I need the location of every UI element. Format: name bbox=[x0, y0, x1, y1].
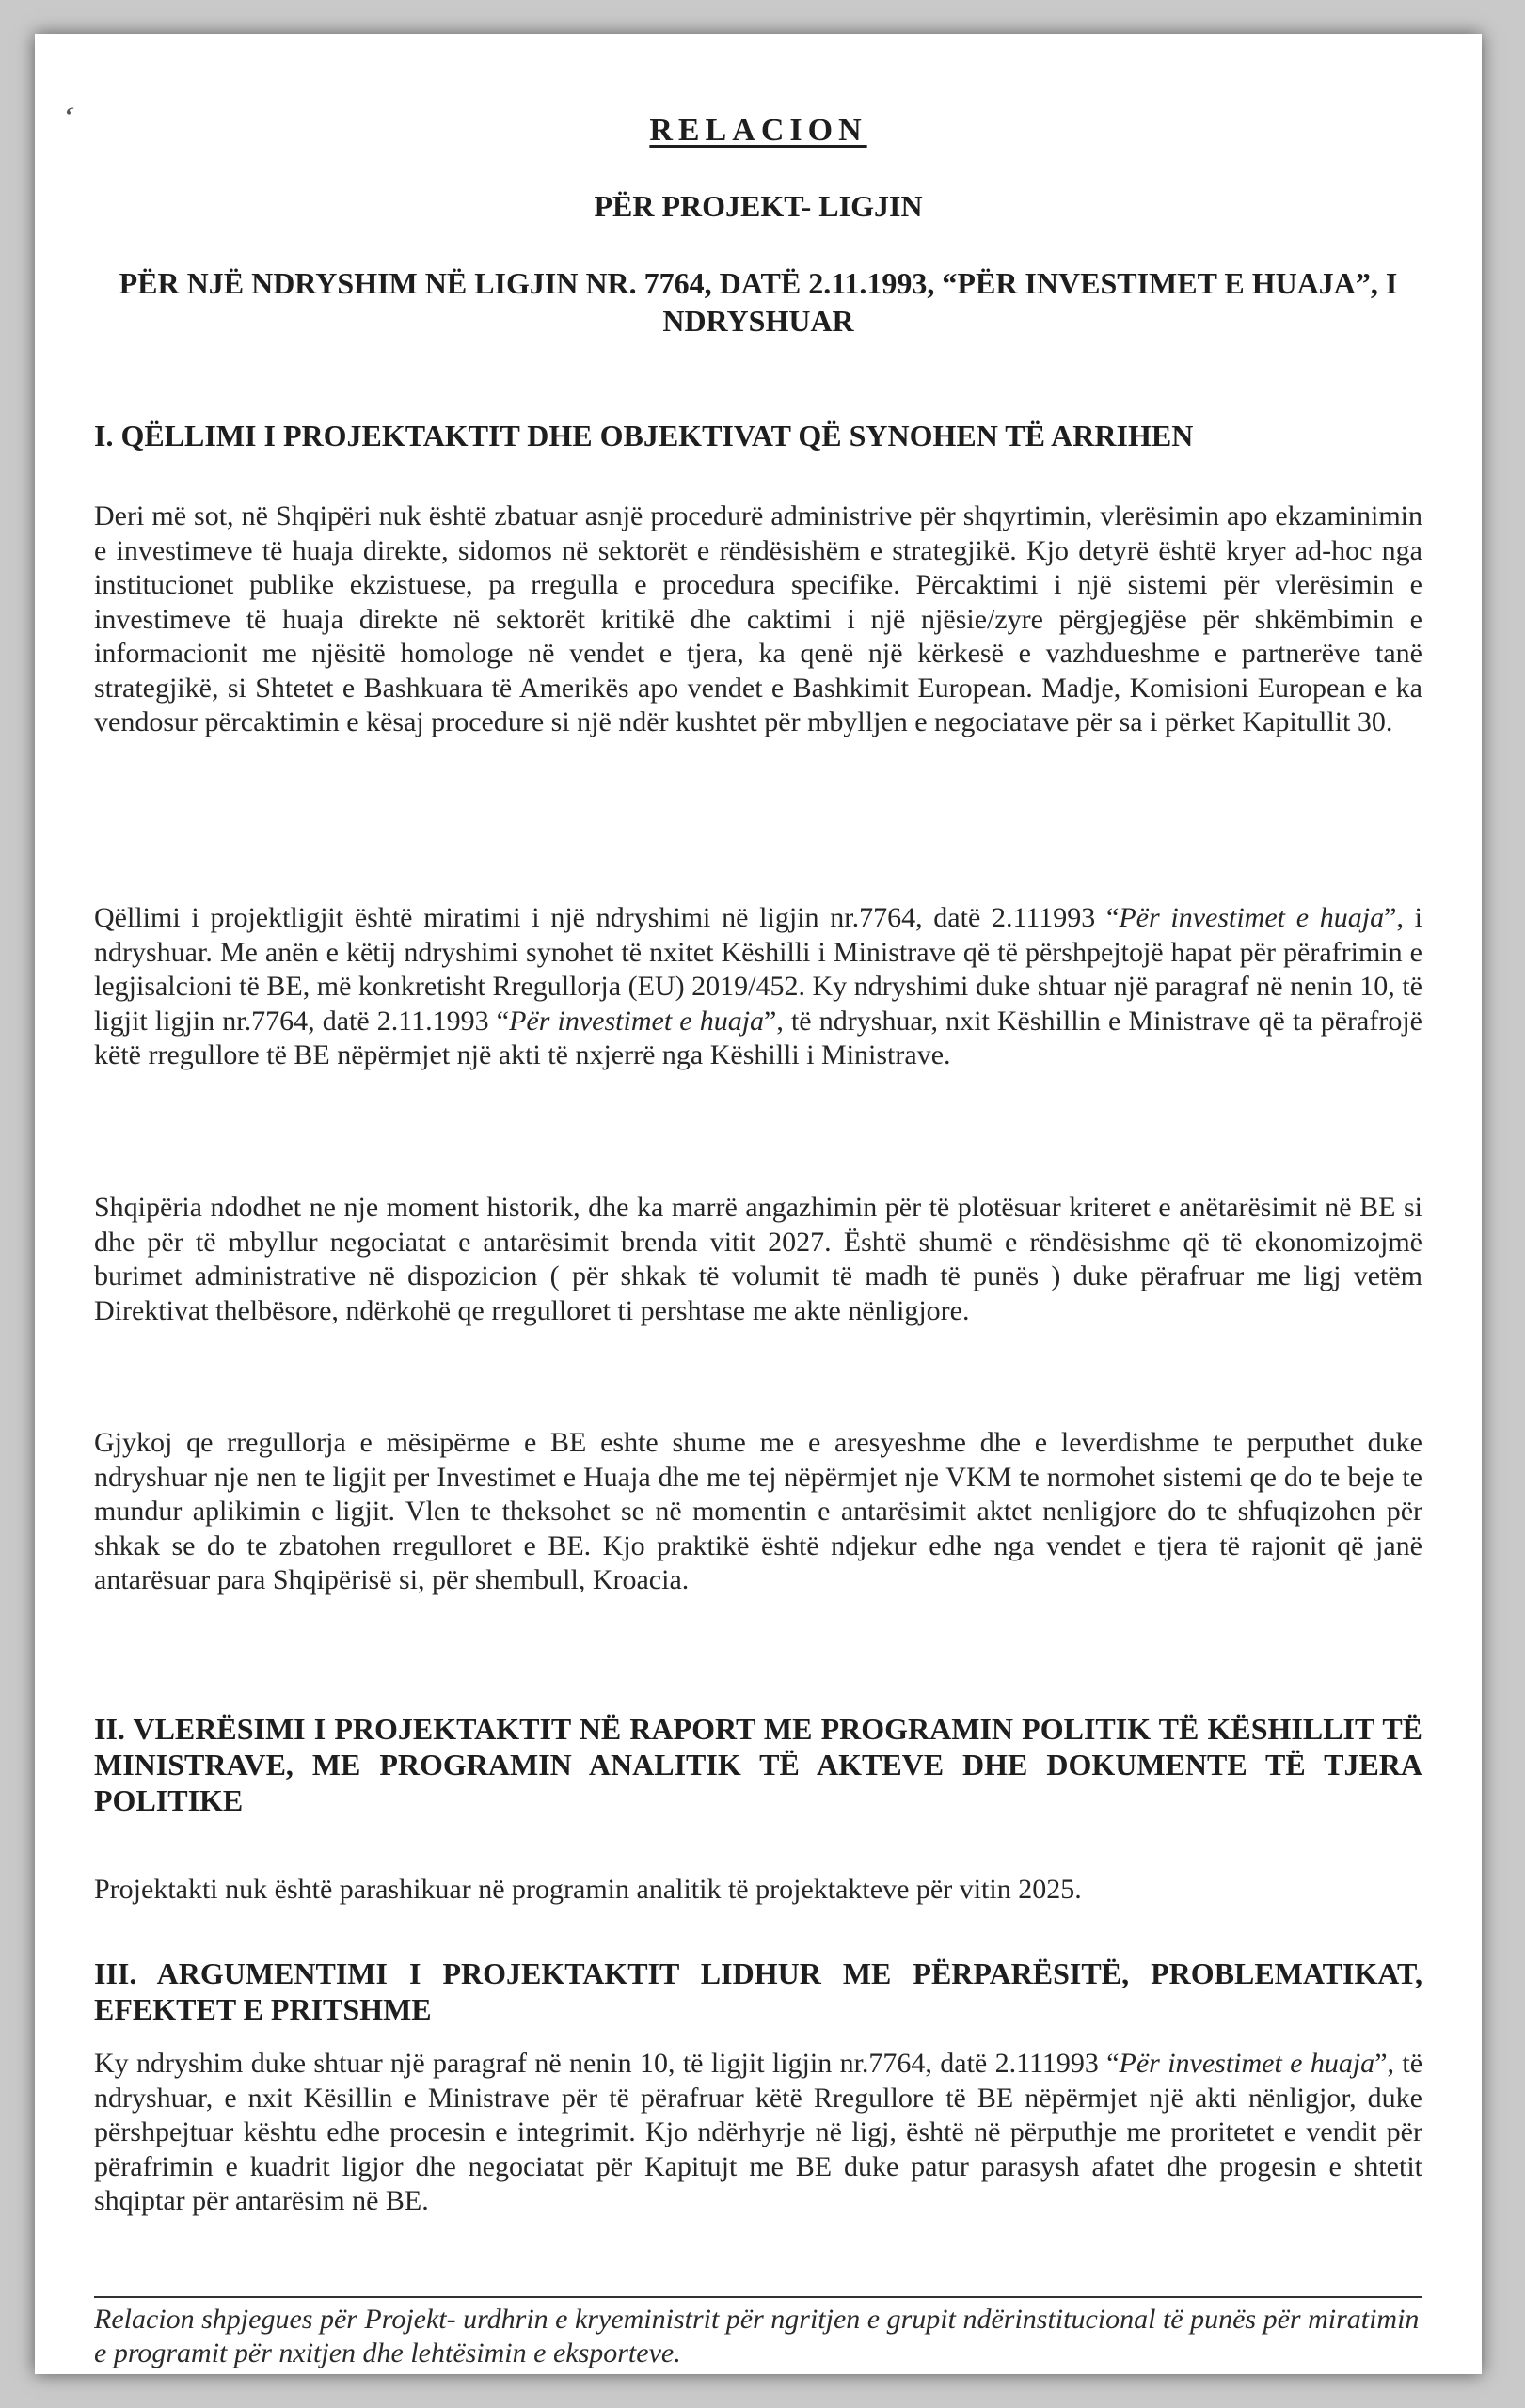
scan-mark-icon: ‘ bbox=[54, 99, 79, 135]
document-title: RELACION bbox=[649, 113, 867, 148]
text-run: Ky ndryshim duke shtuar një paragraf në nenin 10, të ligjit ligjin nr.7764, datë 2.111993 “ bbox=[94, 2048, 1120, 2079]
document-subtitle: PËR PROJEKT- LIGJIN bbox=[594, 189, 923, 223]
section-1-paragraph-4: Gjykoj qe rregullorja e mësipërme e BE eshte shume me e aresyeshme dhe e leverdishme te perputhet duke ndryshuar nje nen te ligjit per Investimet e Huaja dhe me tej nëpërmjet nje VKM te normohet sistemi qe do te beje te mundur aplikimin e ligjit. Vlen te theksohet se në momentin e antarësimit aktet nenligjore do te shfuqizohen për shkak se do te zbatohen rregulloret e BE. Kjo praktikë është ndjekur edhe nga vendet e tjera të rajonit që janë antarësuar para Shqipërisë si, për shembull, Kroacia. bbox=[94, 1427, 1422, 1595]
text-run: Qëllimi i projektligjit është miratimi i një ndryshimi në ligjin nr.7764, datë 2.111993 “ bbox=[94, 902, 1120, 933]
document-page bbox=[35, 34, 1482, 2374]
section-3-heading: III. ARGUMENTIMI I PROJEKTAKTIT LIDHUR ME PËRPARËSITË, PROBLEMATIKAT, EFEKTET E PRITSHME bbox=[94, 1956, 1422, 2026]
section-1-paragraph-3: Shqipëria ndodhet ne nje moment historik, dhe ka marrë angazhimin për të plotësuar kriteret e anëtarësimit në BE si dhe për të mbyllur negociatat e antarësimit brenda vitit 2027. Është shumë e rëndësishme që të ekonomizojmë burimet administrative në dispozicion ( për shkak të volumit të madh të punës ) duke përafruar me ligj vetëm Direktivat thelbësore, ndërkohë qe rregulloret ti pershtase me akte nënligjore. bbox=[94, 1192, 1422, 1326]
italic-law-name: Për investimet e huaja bbox=[1119, 902, 1385, 933]
section-2-heading: II. VLERËSIMI I PROJEKTAKTIT NË RAPORT ME PROGRAMIN POLITIK TË KËSHILLIT TË MINISTRAVE, ME PROGRAMIN ANALITIK TË AKTEVE DHE DOKUMENTE TË TJERA POLITIKE bbox=[94, 1712, 1422, 1817]
text-run: ”, të ndryshuar, nxit Këshillin e Ministrave që ta përafrojë këtë rregullore të BE nëpërmjet një akti të nxjerrë nga Këshilli i Ministrave. bbox=[94, 1005, 1422, 1070]
text-run: ”, të ndryshuar, e nxit Kësillin e Ministrave për të përafruar këtë Rregullore të BE nëpërmjet një akti nënligjor, duke përshpejtuar kështu edhe procesin e integrimit. Kjo ndërhyrje në ligj, është në përputhje me proritetet e vendit për përafrimin e kuadrit ligjor dhe negociatat për Kapitujt me BE duke patur parasysh afatet dhe progesin e shtetit shqiptar për antarësim në BE. bbox=[94, 2048, 1423, 2216]
law-title: PËR NJË NDRYSHIM NË LIGJIN NR. 7764, DATË 2.11.1993, “PËR INVESTIMET E HUAJA”, I NDRYSHUAR bbox=[119, 266, 1398, 338]
text-run: ”, i ndryshuar. Me anën e këtij ndryshimi synohet të nxitet Këshilli i Ministrave që të përshpejtojë hapat për përafrimin e legjisalcioni të BE, më konkretisht Rregullorja (EU) 2019/452. Ky ndryshimi duke shtuar një paragraf në nenin 10, të ligjit ligjin nr.7764, datë 2.11.1993 “ bbox=[94, 902, 1423, 1037]
section-2-paragraph-1: Projektakti nuk është parashikuar në programin analitik të projektakteve për vitin 2025. bbox=[94, 1874, 1082, 1905]
section-3-paragraph-1 bbox=[94, 2047, 1422, 2219]
footer-note: Relacion shpjegues për Projekt- urdhrin e kryeministrit për ngritjen e grupit ndërinstitucional të punës për miratimin e programit për nxitjen dhe lehtësimin e eksporteve. bbox=[94, 2304, 1420, 2368]
footer-divider bbox=[94, 2296, 1422, 2298]
section-1-heading: I. QËLLIMI I PROJEKTAKTIT DHE OBJEKTIVAT QË SYNOHEN TË ARRIHEN bbox=[94, 419, 1194, 452]
section-1-paragraph-2 bbox=[94, 901, 1422, 1073]
section-1-paragraph-1: Deri më sot, në Shqipëri nuk është zbatuar asnjë procedurë administrive për shqyrtimin, vlerësimin apo ekzaminimin e investimeve të huaja direkte, sidomos në sektorët e rëndësishëm e strategjikë. Kjo detyrë është kryer ad-hoc nga institucionet publike ekzistuese, pa rregulla e procedura specifike. Përcaktimi i një sistemi për vlerësimin e investimeve të huaja direkte në sektorët kritikë dhe caktimi i një njësie/zyre përgjegjëse për shkëmbimin e informacionit me njësitë homologe në vendet e tjera, ka qenë një kërkesë e vazhdueshme e partnerëve tanë strategjikë, si Shtetet e Bashkuara të Amerikës apo vendet e Bashkimit European. Madje, Komisioni European e ka vendosur përcaktimin e kësaj procedure si një ndër kushtet për mbylljen e negociatave për sa i përket Kapitullit 30. bbox=[94, 500, 1422, 737]
italic-law-name: Për investimet e huaja bbox=[1119, 2048, 1375, 2079]
italic-law-name: Për investimet e huaja bbox=[509, 1005, 765, 1037]
